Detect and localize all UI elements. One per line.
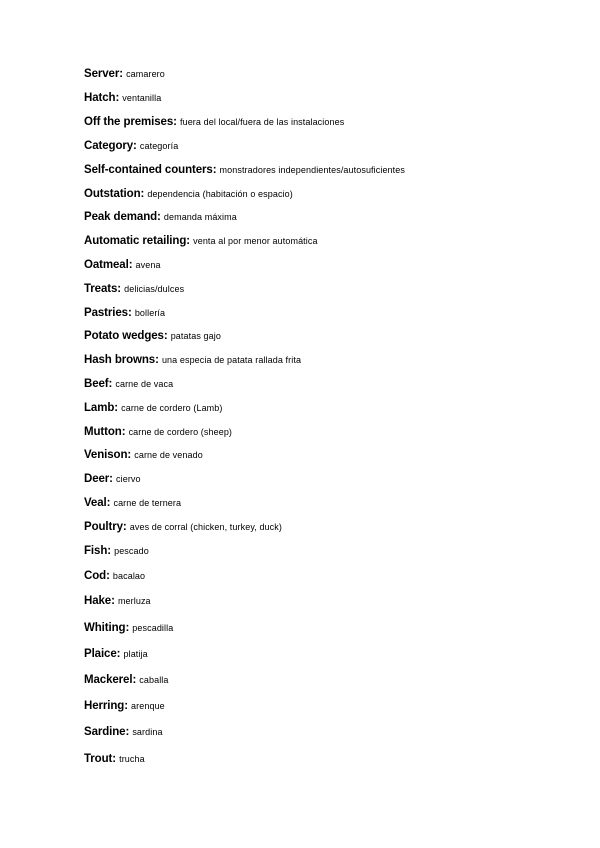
entry-definition: ciervo bbox=[116, 474, 141, 484]
entry-colon: : bbox=[115, 92, 120, 104]
entry-term: Outstation bbox=[84, 188, 141, 200]
entry-colon: : bbox=[133, 140, 137, 152]
entry-colon: : bbox=[108, 378, 113, 390]
entry-colon: : bbox=[125, 726, 130, 738]
glossary-entry bbox=[84, 698, 165, 712]
entry-colon: : bbox=[127, 307, 132, 319]
entry-colon: : bbox=[140, 188, 145, 200]
entry-colon: : bbox=[114, 402, 119, 414]
entry-colon: : bbox=[116, 648, 121, 660]
entry-term: Cod bbox=[84, 570, 107, 582]
entry-colon: : bbox=[124, 700, 129, 712]
entry-colon: : bbox=[186, 235, 191, 247]
entry-colon: : bbox=[157, 211, 161, 223]
entry-definition: dependencia (habitación o espacio) bbox=[147, 189, 293, 199]
entry-term: Potato wedges bbox=[84, 330, 164, 342]
entry-term: Off the premises bbox=[84, 116, 174, 128]
glossary-entry bbox=[84, 424, 232, 438]
entry-term: Beef bbox=[84, 378, 109, 390]
glossary-entry bbox=[84, 114, 344, 128]
entry-term: Hash browns bbox=[84, 354, 156, 366]
entry-term: Deer bbox=[84, 473, 110, 485]
glossary-entry bbox=[84, 471, 141, 485]
glossary-entry bbox=[84, 495, 181, 509]
entry-definition: carne de venado bbox=[134, 450, 203, 460]
glossary-entry bbox=[84, 90, 161, 104]
entry-term: Hake bbox=[84, 595, 112, 607]
entry-definition: fuera del local/fuera de las instalaciones bbox=[180, 117, 345, 127]
entry-definition: categoría bbox=[139, 141, 179, 151]
entry-colon: : bbox=[212, 164, 217, 176]
entry-term: Server bbox=[84, 68, 120, 80]
entry-definition: delicias/dulces bbox=[124, 284, 185, 294]
entry-colon: : bbox=[122, 521, 127, 533]
entry-definition: carne de cordero (Lamb) bbox=[121, 403, 223, 413]
entry-term: Venison bbox=[84, 449, 128, 461]
entry-term: Peak demand bbox=[84, 211, 158, 223]
entry-colon: : bbox=[117, 283, 122, 295]
entry-colon: : bbox=[128, 259, 133, 271]
entry-definition: carne de cordero (sheep) bbox=[128, 427, 233, 437]
entry-definition: camarero bbox=[126, 69, 165, 79]
entry-term: Poultry bbox=[84, 521, 123, 533]
glossary-entry bbox=[84, 376, 173, 390]
glossary-entry bbox=[84, 186, 293, 200]
entry-term: Oatmeal bbox=[84, 259, 129, 271]
entry-colon: : bbox=[107, 545, 112, 557]
glossary-entry bbox=[84, 305, 165, 319]
entry-definition: carne de vaca bbox=[115, 379, 174, 389]
glossary-entry bbox=[84, 209, 237, 223]
glossary-entry bbox=[84, 447, 203, 461]
entry-term: Mutton bbox=[84, 426, 122, 438]
entry-definition: una especia de patata rallada frita bbox=[161, 355, 302, 365]
entry-term: Herring bbox=[84, 700, 125, 712]
glossary-entry bbox=[84, 400, 222, 414]
glossary-entry bbox=[84, 162, 405, 176]
entry-term: Pastries bbox=[84, 307, 128, 319]
entry-colon: : bbox=[112, 753, 117, 765]
entry-definition: pescadilla bbox=[132, 623, 174, 633]
entry-term: Mackerel bbox=[84, 674, 133, 686]
entry-colon: : bbox=[127, 449, 132, 461]
entry-colon: : bbox=[155, 354, 159, 366]
glossary-entry bbox=[84, 543, 149, 557]
entry-colon: : bbox=[106, 497, 111, 509]
entry-definition: avena bbox=[135, 260, 161, 270]
entry-term: Veal bbox=[84, 497, 107, 509]
glossary-entry bbox=[84, 66, 165, 80]
entry-term: Self-contained counters bbox=[84, 164, 213, 176]
entry-colon: : bbox=[111, 595, 115, 607]
entry-colon: : bbox=[163, 330, 168, 342]
glossary-entry bbox=[84, 328, 221, 342]
entry-definition: trucha bbox=[119, 754, 145, 764]
entry-term: Treats bbox=[84, 283, 118, 295]
entry-term: Plaice bbox=[84, 648, 117, 660]
entry-term: Lamb bbox=[84, 402, 115, 414]
entry-definition: monstradores independientes/autosuficientes bbox=[219, 165, 405, 175]
entry-colon: : bbox=[119, 68, 124, 80]
entry-colon: : bbox=[109, 473, 114, 485]
glossary-entry bbox=[84, 646, 148, 660]
entry-definition: caballa bbox=[139, 675, 169, 685]
entry-definition: venta al por menor automática bbox=[193, 236, 318, 246]
glossary-entry bbox=[84, 672, 169, 686]
glossary-entry bbox=[84, 138, 178, 152]
glossary-entry bbox=[84, 233, 318, 247]
entry-definition: bollería bbox=[134, 308, 166, 318]
entry-colon: : bbox=[132, 674, 137, 686]
entry-definition: platija bbox=[123, 649, 148, 659]
entry-colon: : bbox=[121, 426, 126, 438]
glossary-entry bbox=[84, 568, 145, 582]
glossary-entry bbox=[84, 352, 301, 366]
entry-term: Hatch bbox=[84, 92, 116, 104]
entry-definition: merluza bbox=[117, 596, 151, 606]
entry-term: Category bbox=[84, 140, 134, 152]
entry-definition: bacalao bbox=[112, 571, 146, 581]
glossary-entry bbox=[84, 281, 184, 295]
entry-colon: : bbox=[125, 622, 130, 634]
entry-term: Whiting bbox=[84, 622, 126, 634]
entry-colon: : bbox=[173, 116, 177, 128]
entry-colon: : bbox=[106, 570, 110, 582]
entry-definition: sardina bbox=[132, 727, 163, 737]
entry-term: Sardine bbox=[84, 726, 126, 738]
glossary-entry bbox=[84, 751, 145, 765]
entry-term: Fish bbox=[84, 545, 108, 557]
entry-term: Automatic retailing bbox=[84, 235, 187, 247]
glossary-entry bbox=[84, 620, 173, 634]
entry-definition: pescado bbox=[114, 546, 149, 556]
entry-definition: carne de ternera bbox=[113, 498, 182, 508]
glossary-entry bbox=[84, 724, 163, 738]
glossary-entry bbox=[84, 257, 161, 271]
entry-term: Trout bbox=[84, 753, 113, 765]
entry-definition: arenque bbox=[131, 701, 165, 711]
entry-definition: ventanilla bbox=[122, 93, 162, 103]
glossary-entry bbox=[84, 519, 282, 533]
entry-definition: patatas gajo bbox=[170, 331, 221, 341]
entry-definition: aves de corral (chicken, turkey, duck) bbox=[129, 522, 282, 532]
entry-definition: demanda máxima bbox=[163, 212, 237, 222]
glossary-entry bbox=[84, 593, 151, 607]
